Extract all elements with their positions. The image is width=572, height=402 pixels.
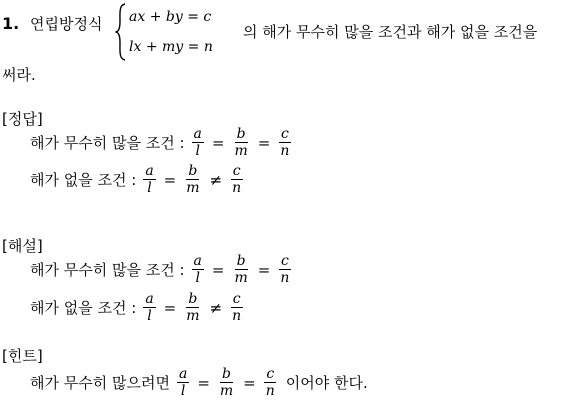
fraction-a-l: $\frac{a}{l}$	[145, 163, 154, 196]
fraction-b-m: $\frac{b}{m}$	[234, 126, 248, 159]
equals-sign: =	[197, 373, 210, 392]
fraction-c-n: $\frac{c}{n}$	[280, 126, 290, 159]
fraction-a-l: $\frac{a}{l}$	[178, 366, 188, 399]
fraction-a-l: $\frac{a}{l}$	[193, 253, 202, 286]
answer-none-label: 해가 없을 조건 :	[30, 171, 137, 189]
equation-system	[115, 3, 235, 61]
answer-header: [정답]	[2, 110, 43, 128]
problem-statement	[2, 13, 102, 34]
explanation-none-row	[30, 291, 246, 324]
answer-infinite-label: 해가 무수히 많을 조건 :	[30, 134, 185, 152]
equals-sign: =	[243, 373, 256, 392]
equals-sign: =	[257, 260, 271, 279]
hint-suffix: 이어야 한다.	[285, 374, 368, 392]
hint-row	[30, 366, 372, 399]
fraction-b-m: $\frac{b}{m}$	[234, 253, 248, 286]
fraction-a-l: $\frac{a}{l}$	[145, 291, 154, 324]
equals-sign: =	[211, 260, 225, 279]
hint-header: [힌트]	[2, 347, 43, 365]
equals-sign: =	[211, 133, 225, 152]
left-brace	[115, 3, 127, 61]
explanation-infinite-label: 해가 무수히 많을 조건 :	[30, 261, 185, 279]
equals-sign: =	[163, 298, 177, 317]
answer-infinite-row	[30, 126, 294, 159]
problem-number: 1.	[2, 14, 20, 33]
equals-sign: =	[163, 170, 177, 189]
fraction-b-m: $\frac{b}{m}$	[186, 163, 200, 196]
explanation-header: [해설]	[2, 237, 43, 255]
fraction-b-m: $\frac{b}{m}$	[186, 291, 200, 324]
problem-suffix: 의 해가 무수히 많을 조건과 해가 없을 조건을	[243, 23, 538, 41]
fraction-c-n: $\frac{c}{n}$	[265, 366, 275, 399]
equation-1: ax + by = c	[129, 9, 212, 25]
problem-prefix: 연립방정식	[30, 15, 103, 33]
problem-suffix-cont: 써라.	[2, 66, 36, 84]
fraction-a-l: $\frac{a}{l}$	[193, 126, 202, 159]
not-equal-sign: ≠	[209, 298, 223, 317]
equation-2: lx + my = n	[129, 39, 213, 55]
fraction-c-n: $\frac{c}{n}$	[232, 163, 242, 196]
fraction-c-n: $\frac{c}{n}$	[280, 253, 290, 286]
explanation-infinite-row	[30, 253, 294, 286]
not-equal-sign: ≠	[209, 170, 223, 189]
fraction-c-n: $\frac{c}{n}$	[232, 291, 242, 324]
explanation-none-label: 해가 없을 조건 :	[30, 299, 137, 317]
fraction-b-m: $\frac{b}{m}$	[219, 366, 234, 399]
answer-none-row	[30, 163, 246, 196]
equals-sign: =	[257, 133, 271, 152]
hint-prefix: 해가 무수히 많으려면	[30, 374, 170, 392]
